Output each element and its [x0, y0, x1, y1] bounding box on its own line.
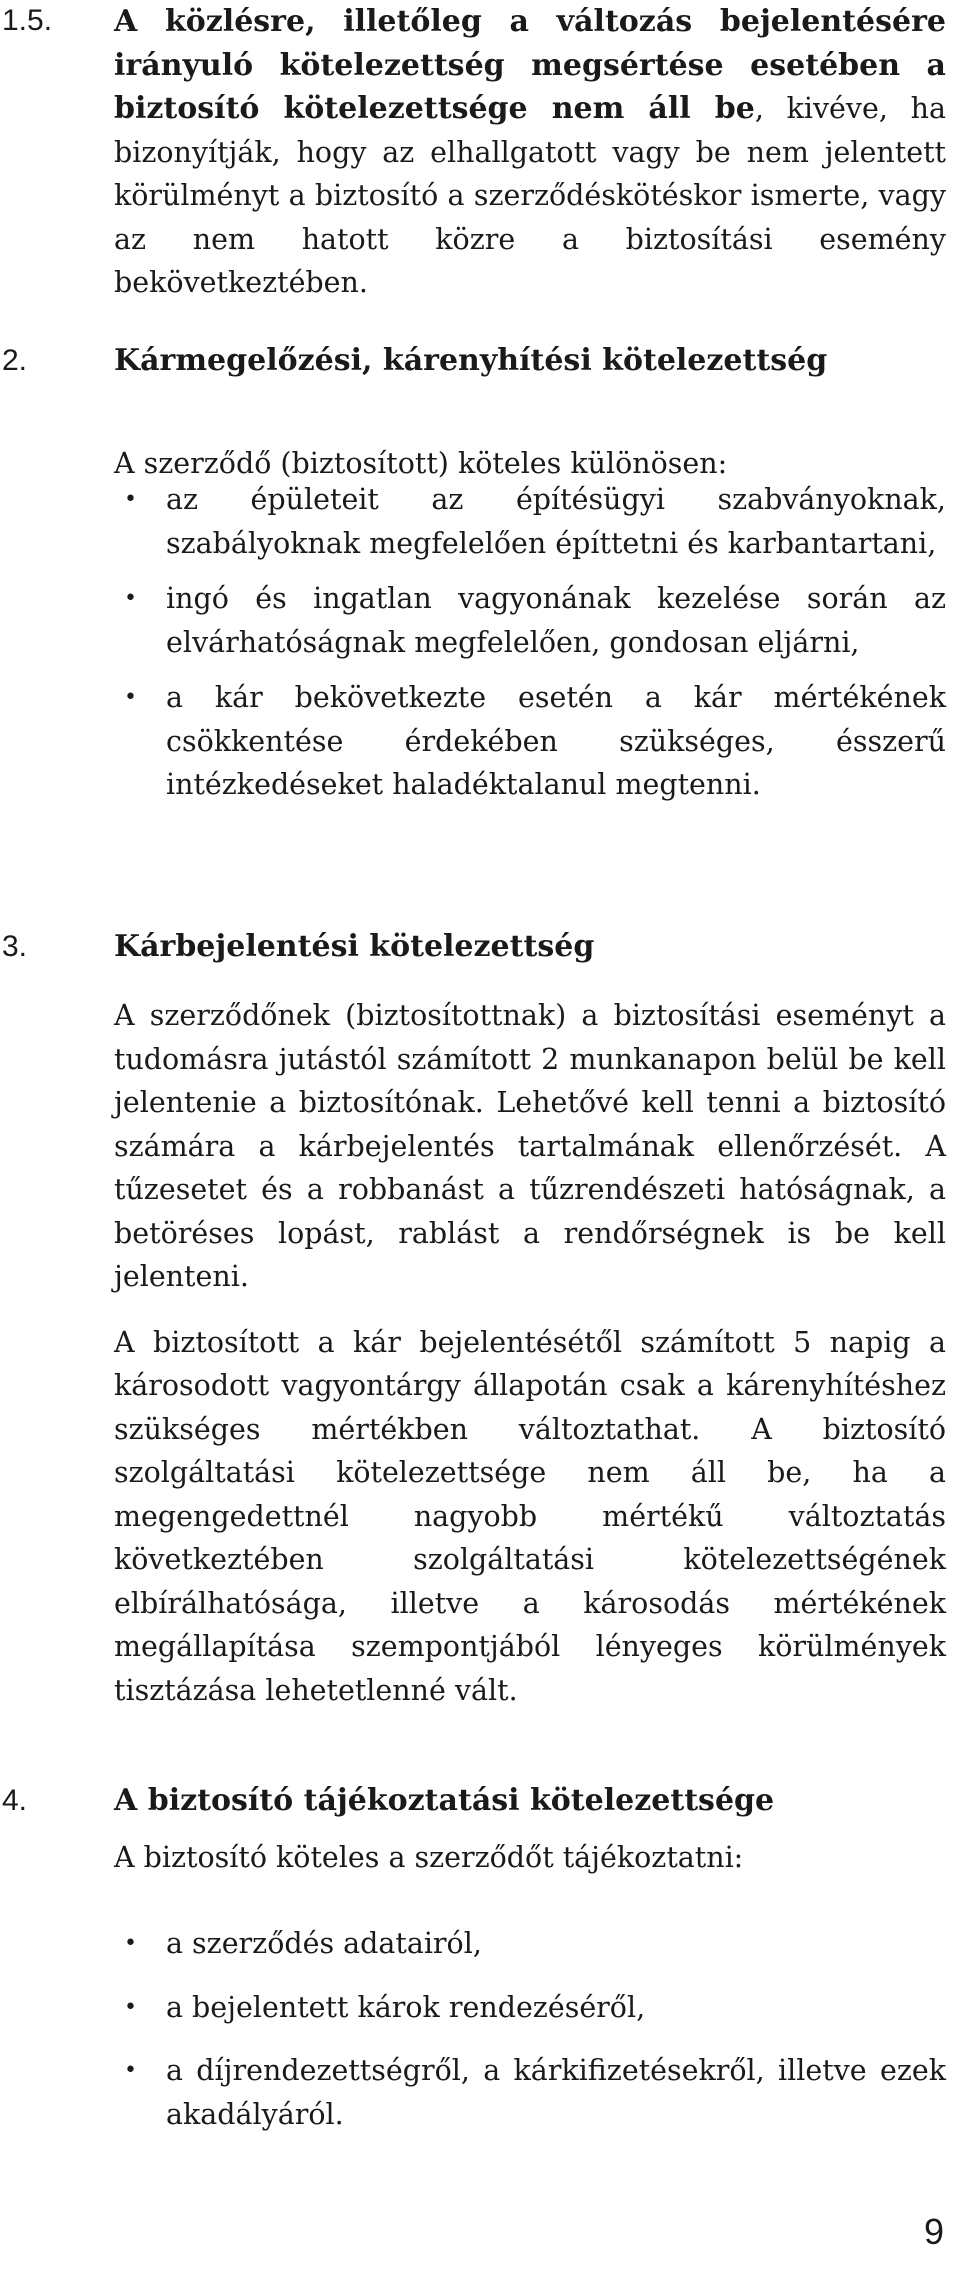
section-number: 3.: [2, 930, 28, 963]
list-item: • a kár bekövetkezte esetén a kár mértékének csökkentése érdekében szükséges, ésszerű intézkedéseket haladéktalanul megtenni.: [114, 676, 946, 807]
bullet-icon: •: [124, 586, 137, 611]
section-2-title: Kármegelőzési, kárenyhítési kötelezettség: [114, 343, 828, 378]
section-4-title: A biztosító tájékoztatási kötelezettsége: [114, 1783, 775, 1818]
bullet-icon: •: [124, 685, 137, 710]
bullet-icon: •: [124, 1931, 137, 1956]
section-number: 2.: [2, 344, 28, 377]
list-item: • ingó és ingatlan vagyonának kezelése során az elvárhatóságnak megfelelően, gondosan eljárni,: [114, 577, 946, 664]
section-number: 1.5.: [2, 4, 53, 37]
section-4-bullet-list: [114, 1922, 946, 2136]
page-number: 9: [923, 2211, 944, 2252]
bullet-icon: •: [124, 1994, 137, 2020]
section-3-title: Kárbejelentési kötelezettség: [114, 929, 595, 964]
section-3-paragraph: A biztosított a kár bejelentésétől számított 5 napig a károsodott vagyontárgy állapotán csak a kárenyhítéshez szükséges mértékben változtathat. A biztosító szolgáltatási kötelezettsége nem áll be, ha a megengedettnél nagyobb mértékű változtatás következtében szolgáltatási kötelezettségének elbírálhatósága, illetve a károsodás mértékének megállapítása szempontjából lényeges körülmények tisztázása lehetetlenné vált.: [114, 1325, 946, 1707]
bullet-icon: •: [124, 487, 137, 512]
list-item: • a szerződés adatairól,: [114, 1922, 946, 1966]
section-3-paragraph: A szerződőnek (biztosítottnak) a biztosítási eseményt a tudomásra jutástól számított 2 munkanapon belül be kell jelentenie a biztosítónak. Lehetővé kell tenni a biztosító számára a kárbejelentés tartalmának ellenőrzését. A tűzesetet és a robbanást a tűzrendészeti hatóságnak, a betöréses lopást, rablást a rendőrségnek is be kell jelenteni.: [114, 999, 946, 1293]
section-2-intro: A szerződő (biztosított) köteles különösen:: [114, 447, 728, 480]
section-number: 4.: [2, 1784, 28, 1817]
section-1-5-text: [114, 0, 946, 305]
section-1-5-rest: , kivéve, ha bizonyítják, hogy az elhallgatott vagy be nem jelentett körülményt a biztosító a szerződéskötéskor ismerte, vagy az nem hatott közre a biztosítási esemény bekövetkeztében.: [114, 92, 946, 299]
list-item: • az épületeit az építésügyi szabványoknak, szabályoknak megfelelően építtetni és karbantartani,: [114, 478, 946, 565]
section-2-bullet-list: [114, 478, 946, 807]
section-1-5-bold-lead: A közlésre, illetőleg a változás bejelentésére irányuló kötelezettség megsértése esetében a biztosító kötelezettsége nem áll be: [114, 4, 946, 126]
bullet-icon: •: [124, 2058, 137, 2083]
list-item: • a bejelentett károk rendezéséről,: [114, 1986, 946, 2030]
list-item: • a díjrendezettségről, a kárkifizetésekről, illetve ezek akadályáról.: [114, 2049, 946, 2136]
section-4-intro: A biztosító köteles a szerződőt tájékoztatni:: [114, 1841, 744, 1874]
